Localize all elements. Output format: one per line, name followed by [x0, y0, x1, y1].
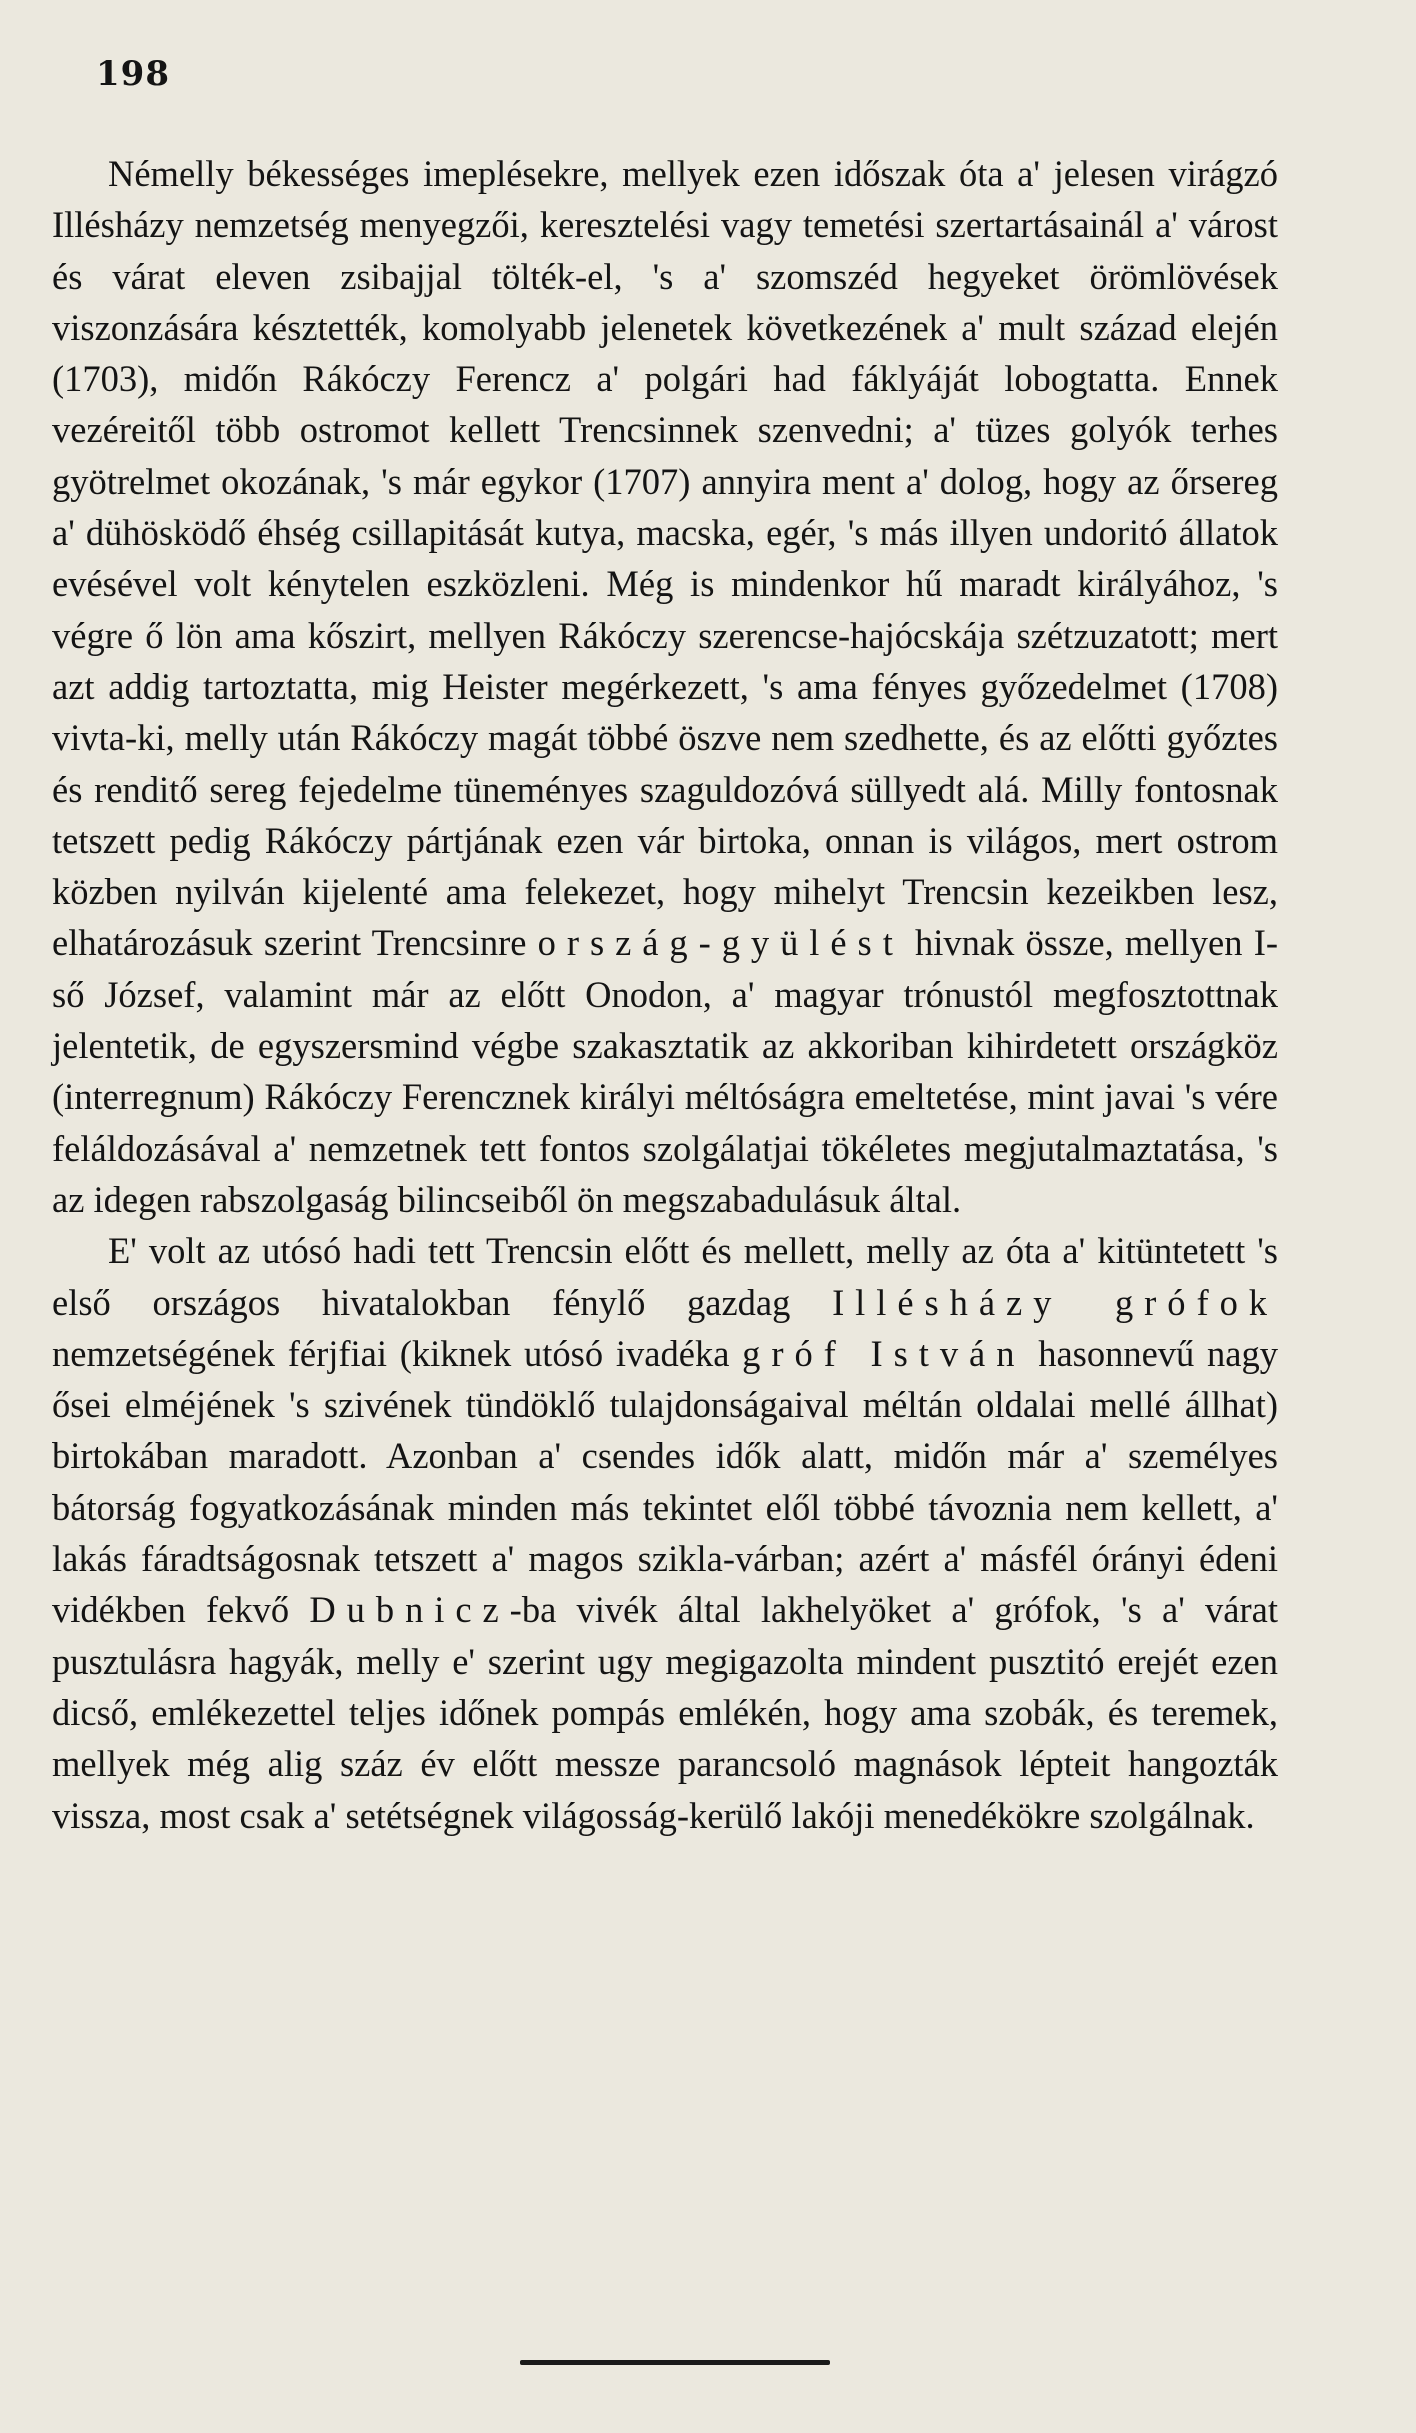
page-number: 198 — [96, 54, 170, 94]
paragraph-2-text-a: E' volt az utósó hadi tett Trencsin előtt és mellett, melly az óta a' kitüntetett 's első országos hivatalokban fénylő gazdag — [52, 1230, 1278, 1323]
end-rule — [520, 2360, 830, 2365]
paragraph-2-text-c: hasonnevű nagy ősei elméjének 's szivének tündöklő tulajdonságaival méltán oldalai mellé állhat) birtokában maradott. Azonban a' csendes idők alatt, midőn már a' személyes bátorság fogyatkozásának minden más tekintet elől többé távoznia nem kellett, a' lakás fáradtságosnak tetszett a' magos szikla-várban; azért a' másfél órányi édeni vidékben fekvő — [52, 1332, 1279, 1631]
paragraph-2-text-b: nemzetségének férjfiai (kiknek utósó ivadéka — [52, 1332, 730, 1374]
paragraph-1-text-b: hivnak össze, mellyen I-ső József, valamint már az előtt Onodon, a' magyar trónustól megfosztottnak jelentetik, de egyszersmind végbe szakasztatik az akkoriban kihirdetett országköz (interregnum) Rákóczy Ferencznek királyi méltóságra emeltetése, mint javai 's vére feláldozásával a' nemzetnek tett fontos szolgálatjai tökéletes megjutalmaztatása, 's az idegen rabszolgaság bilincseiből ön megszabadulásuk által. — [52, 922, 1278, 1220]
paragraph-1-spaced-term: ország-gyülést — [537, 922, 904, 964]
paragraph-1 — [52, 148, 1278, 1225]
body-text — [52, 148, 1278, 1841]
paragraph-2-spaced-family: Illésházy grófok — [832, 1281, 1278, 1323]
paragraph-1-text-a: Némelly békességes imeplésekre, mellyek ezen időszak óta a' jelesen virágzó Illésházy nemzetség menyegzői, keresztelési vagy temetési szertartásainál a' várost és várat eleven zsibajjal tölték-el, 's a' szomszéd hegyeket örömlövések viszonzására késztették, komolyabb jelenetek következének a' mult század elején (1703), midőn Rákóczy Ferencz a' polgári had fáklyáját lobogtatta. Ennek vezéreitől több ostromot kellett Trencsinnek szenvedni; a' tüzes golyók terhes gyötrelmet okozának, 's már egykor (1707) annyira ment a' dolog, hogy az őrsereg a' dühösködő éhség csillapitását kutya, macska, egér, 's más illyen undoritó állatok evésével volt kénytelen eszközleni. Még is mindenkor hű maradt királyához, 's végre ő lön ama kőszirt, mellyen Rákóczy szerencse-hajócskája szétzuzatott; mert azt addig tartoztatta, mig Heister megérkezett, 's ama fényes győzedelmet (1708) vivta-ki, melly után Rákóczy magát többé öszve nem szedhette, és az előtti győztes és renditő sereg fejedelme tüneményes szaguldozóvá süllyedt alá. Milly fontosnak tetszett pedig Rákóczy pártjának ezen vár birtoka, onnan is világos, mert ostrom közben nyilván kijelenté ama felekezet, hogy mihelyt Trencsin kezeikben lesz, elhatározásuk szerint Trencsinre — [52, 153, 1278, 964]
paragraph-2-text-d: -ba vivék által lakhelyöket a' grófok, 's a' várat pusztulásra hagyák, melly e' szerint ugy megigazolta mindent pusztitó erejét ezen dicső, emlékezettel teljes időnek pompás emlékén, hogy ama szobák, és teremek, mellyek még alig száz év előtt messze parancsoló magnások lépteit hangozták vissza, most csak a' setétségnek világosság-kerülő lakóji menedékökre szolgálnak. — [52, 1589, 1278, 1836]
paragraph-2 — [52, 1225, 1278, 1841]
paragraph-2-spaced-place: Dubnicz — [309, 1589, 510, 1631]
paragraph-2-spaced-count: gróf István — [742, 1332, 1026, 1374]
